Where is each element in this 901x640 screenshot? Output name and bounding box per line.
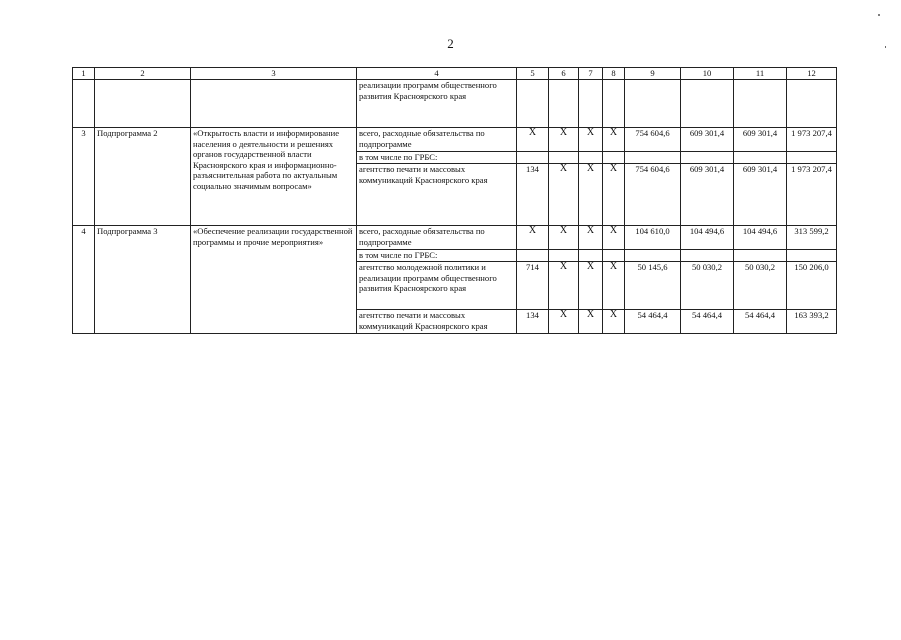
cell-x: X bbox=[579, 310, 603, 334]
column-header: 7 bbox=[579, 68, 603, 80]
cell-x: X bbox=[549, 226, 579, 250]
column-header: 11 bbox=[734, 68, 787, 80]
line-label: всего, расходные обязательства по подпрограмме bbox=[357, 128, 517, 152]
budget-table bbox=[72, 67, 837, 334]
grbs-code: 134 bbox=[517, 164, 549, 226]
program-title: «Обеспечение реализации государственной программы и прочие мероприятия» bbox=[191, 226, 357, 334]
line-label: всего, расходные обязательства по подпрограмме bbox=[357, 226, 517, 250]
value-cell: 50 030,2 bbox=[734, 262, 787, 310]
row-number: 4 bbox=[73, 226, 95, 334]
grbs-code: 714 bbox=[517, 262, 549, 310]
page-number: 2 bbox=[447, 36, 454, 51]
value-cell: 1 973 207,4 bbox=[787, 128, 837, 152]
cell-x: X bbox=[549, 164, 579, 226]
column-header: 1 bbox=[73, 68, 95, 80]
column-header: 5 bbox=[517, 68, 549, 80]
scan-speck bbox=[878, 14, 880, 16]
column-header: 10 bbox=[681, 68, 734, 80]
value-cell: 609 301,4 bbox=[734, 164, 787, 226]
table-row bbox=[73, 128, 837, 152]
line-label: агентство печати и массовых коммуникаций Красноярского края bbox=[357, 164, 517, 226]
cell-x: X bbox=[549, 262, 579, 310]
cell-x: X bbox=[603, 128, 625, 152]
value-cell: 754 604,6 bbox=[625, 128, 681, 152]
value-cell: 104 610,0 bbox=[625, 226, 681, 250]
value-cell: 54 464,4 bbox=[625, 310, 681, 334]
value-cell: 609 301,4 bbox=[681, 164, 734, 226]
line-label: в том числе по ГРБС: bbox=[357, 250, 517, 262]
line-label: в том числе по ГРБС: bbox=[357, 152, 517, 164]
cell-x: X bbox=[579, 262, 603, 310]
table-row-continuation bbox=[73, 80, 837, 128]
grbs-code: X bbox=[517, 226, 549, 250]
column-header: 8 bbox=[603, 68, 625, 80]
scan-speck bbox=[885, 46, 886, 48]
line-label: агентство печати и массовых коммуникаций Красноярского края bbox=[357, 310, 517, 334]
value-cell: 50 145,6 bbox=[625, 262, 681, 310]
column-header: 12 bbox=[787, 68, 837, 80]
continuation-text: реализации программ общественного развития Красноярского края bbox=[357, 80, 517, 128]
column-header: 4 bbox=[357, 68, 517, 80]
line-label: агентство молодежной политики и реализации программ общественного развития Красноярского края bbox=[357, 262, 517, 310]
value-cell: 150 206,0 bbox=[787, 262, 837, 310]
value-cell: 754 604,6 bbox=[625, 164, 681, 226]
column-header: 9 bbox=[625, 68, 681, 80]
cell-x: X bbox=[603, 164, 625, 226]
column-header: 3 bbox=[191, 68, 357, 80]
grbs-code: X bbox=[517, 128, 549, 152]
table-header-row bbox=[73, 68, 837, 80]
program-title: «Открытость власти и информирование населения о деятельности и решениях органов государственной власти Красноярского края и информационно-разъяснительная работа по актуальным социально значимым вопросам» bbox=[191, 128, 357, 226]
value-cell: 50 030,2 bbox=[681, 262, 734, 310]
cell-x: X bbox=[603, 310, 625, 334]
value-cell: 163 393,2 bbox=[787, 310, 837, 334]
cell-x: X bbox=[549, 128, 579, 152]
value-cell: 609 301,4 bbox=[681, 128, 734, 152]
cell-x: X bbox=[579, 164, 603, 226]
cell-x: X bbox=[603, 262, 625, 310]
value-cell: 104 494,6 bbox=[681, 226, 734, 250]
value-cell: 1 973 207,4 bbox=[787, 164, 837, 226]
row-number: 3 bbox=[73, 128, 95, 226]
cell-x: X bbox=[579, 128, 603, 152]
table-row bbox=[73, 226, 837, 250]
program-name: Подпрограмма 3 bbox=[95, 226, 191, 334]
value-cell: 104 494,6 bbox=[734, 226, 787, 250]
value-cell: 609 301,4 bbox=[734, 128, 787, 152]
cell-x: X bbox=[549, 310, 579, 334]
column-header: 2 bbox=[95, 68, 191, 80]
cell-x: X bbox=[579, 226, 603, 250]
grbs-code: 134 bbox=[517, 310, 549, 334]
cell-x: X bbox=[603, 226, 625, 250]
value-cell: 54 464,4 bbox=[734, 310, 787, 334]
program-name: Подпрограмма 2 bbox=[95, 128, 191, 226]
value-cell: 313 599,2 bbox=[787, 226, 837, 250]
value-cell: 54 464,4 bbox=[681, 310, 734, 334]
column-header: 6 bbox=[549, 68, 579, 80]
